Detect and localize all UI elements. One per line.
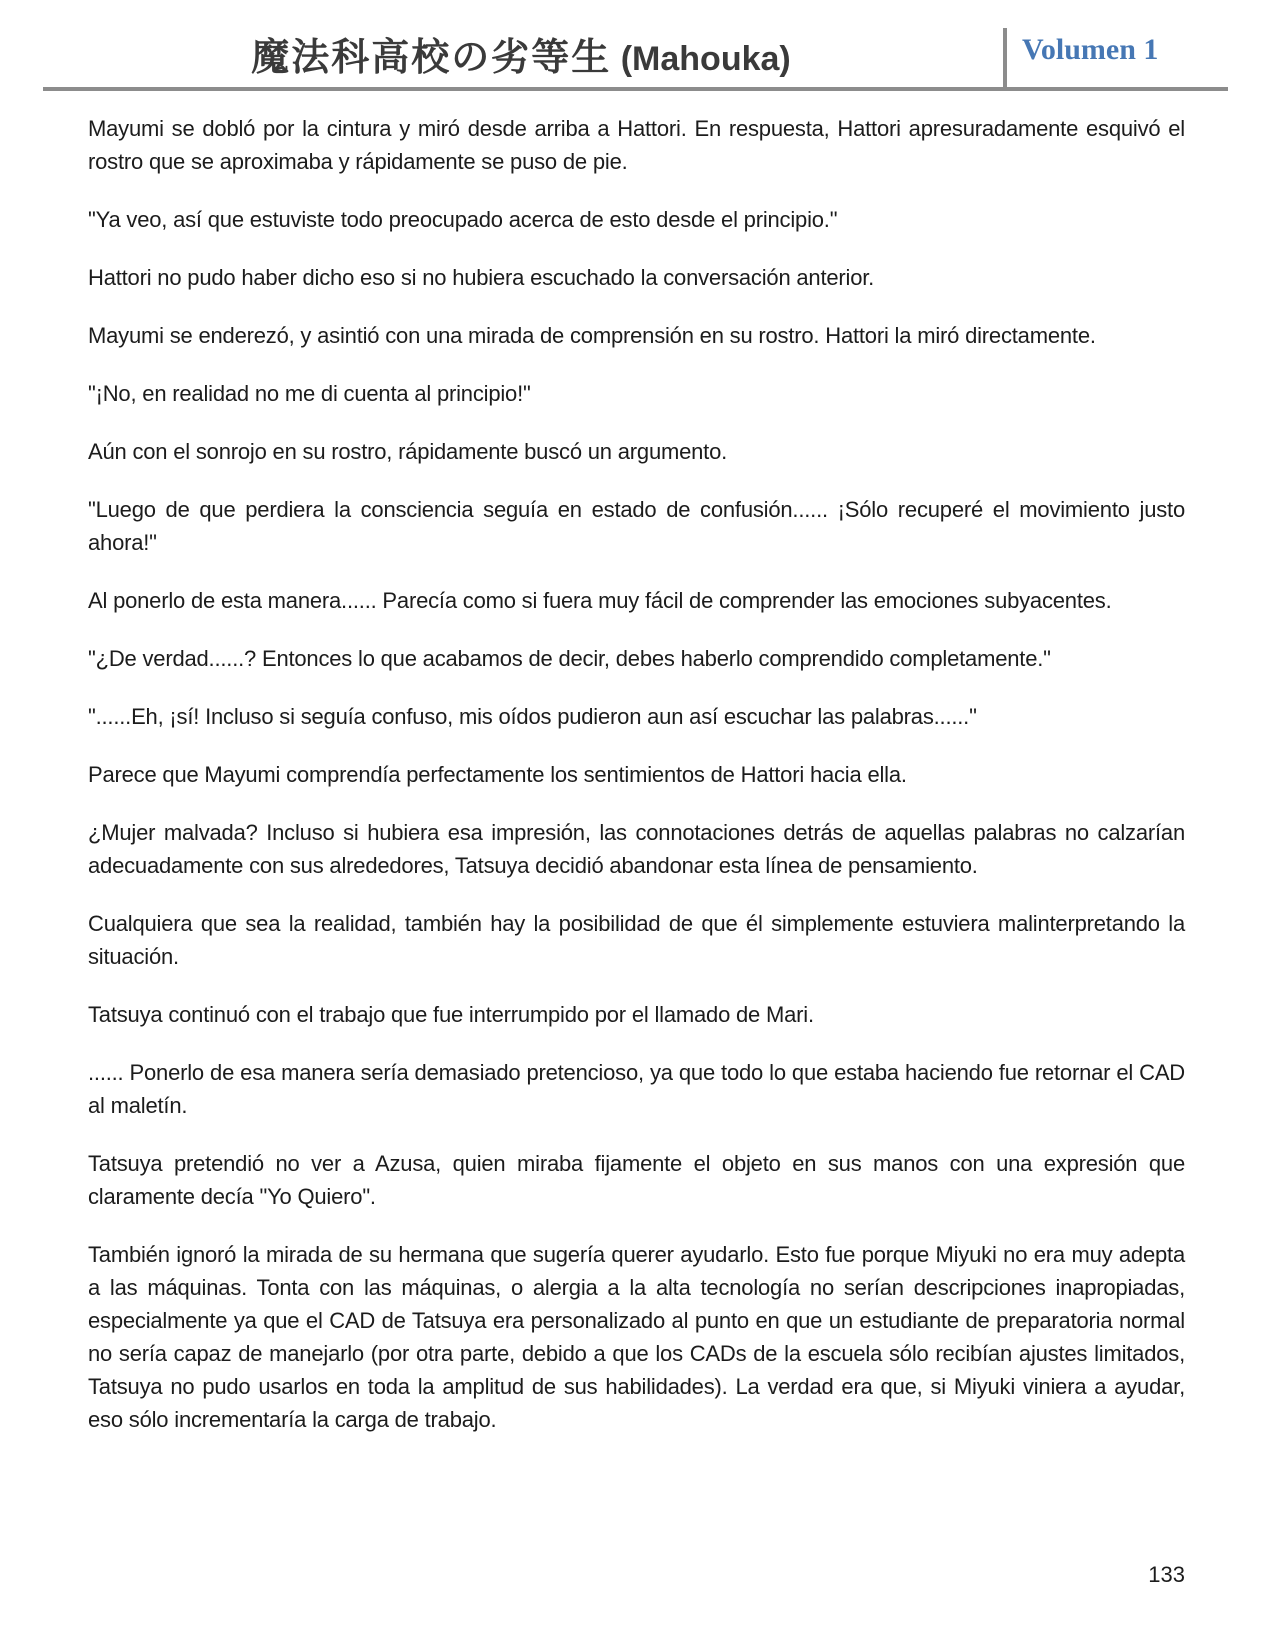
paragraph: "¿De verdad......? Entonces lo que acabamos de decir, debes haberlo comprendido completamente." — [88, 646, 1051, 671]
paragraph: "......Eh, ¡sí! Incluso si seguía confuso, mis oídos pudieron aun así escuchar las palabras......" — [88, 704, 977, 729]
paragraph: Tatsuya continuó con el trabajo que fue interrumpido por el llamado de Mari. — [88, 1002, 814, 1027]
page-header-title — [251, 26, 790, 81]
paragraph: También ignoró la mirada de su hermana que sugería querer ayudarlo. Esto fue porque Miyuki no era muy adepta a las máquinas. Tonta con las máquinas, o alergia a la alta tecnología no serían descripciones inapropiadas, especialmente ya que el CAD de Tatsuya era personalizado al punto en que un estudiante de preparatoria normal no sería capaz de manejarlo (por otra parte, debido a que los CADs de la escuela sólo recibían ajustes limitados, Tatsuya no pudo usarlos en toda la amplitud de sus habilidades). La verdad era que, si Miyuki viniera a ayudar, eso sólo incrementaría la carga de trabajo. — [88, 1242, 1185, 1432]
paragraph: ¿Mujer malvada? Incluso si hubiera esa impresión, las connotaciones detrás de aquellas palabras no calzarían adecuadamente con sus alrededores, Tatsuya decidió abandonar esta línea de pensamiento. — [88, 820, 1185, 878]
book-title-japanese: 魔法科高校の劣等生 — [251, 37, 612, 79]
paragraph: Mayumi se enderezó, y asintió con una mirada de comprensión en su rostro. Hattori la miró directamente. — [88, 323, 1096, 348]
page-number: 133 — [1148, 1562, 1185, 1587]
body-text — [88, 112, 1185, 1461]
book-title-romanized: (Mahouka) — [611, 40, 791, 78]
paragraph: ...... Ponerlo de esa manera sería demasiado pretencioso, ya que todo lo que estaba haciendo fue retornar el CAD al maletín. — [88, 1060, 1185, 1118]
paragraph: Mayumi se dobló por la cintura y miró desde arriba a Hattori. En respuesta, Hattori apresuradamente esquivó el rostro que se aproximaba y rápidamente se puso de pie. — [88, 116, 1185, 174]
paragraph: Al ponerlo de esta manera...... Parecía como si fuera muy fácil de comprender las emociones subyacentes. — [88, 588, 1112, 613]
paragraph: Hattori no pudo haber dicho eso si no hubiera escuchado la conversación anterior. — [88, 265, 875, 290]
paragraph: Tatsuya pretendió no ver a Azusa, quien miraba fijamente el objeto en sus manos con una expresión que claramente decía "Yo Quiero". — [88, 1151, 1185, 1209]
paragraph: Aún con el sonrojo en su rostro, rápidamente buscó un argumento. — [88, 439, 728, 464]
paragraph: "Ya veo, así que estuviste todo preocupado acerca de esto desde el principio." — [88, 207, 838, 232]
paragraph: "Luego de que perdiera la consciencia seguía en estado de confusión...... ¡Sólo recuperé el movimiento justo ahora!" — [88, 497, 1185, 555]
paragraph: "¡No, en realidad no me di cuenta al principio!" — [88, 381, 531, 406]
header-vertical-divider — [1003, 28, 1007, 87]
header-rule — [43, 87, 1228, 91]
paragraph: Parece que Mayumi comprendía perfectamente los sentimientos de Hattori hacia ella. — [88, 762, 907, 787]
paragraph: Cualquiera que sea la realidad, también hay la posibilidad de que él simplemente estuviera malinterpretando la situación. — [88, 911, 1185, 969]
volume-label: Volumen 1 — [1022, 33, 1159, 66]
